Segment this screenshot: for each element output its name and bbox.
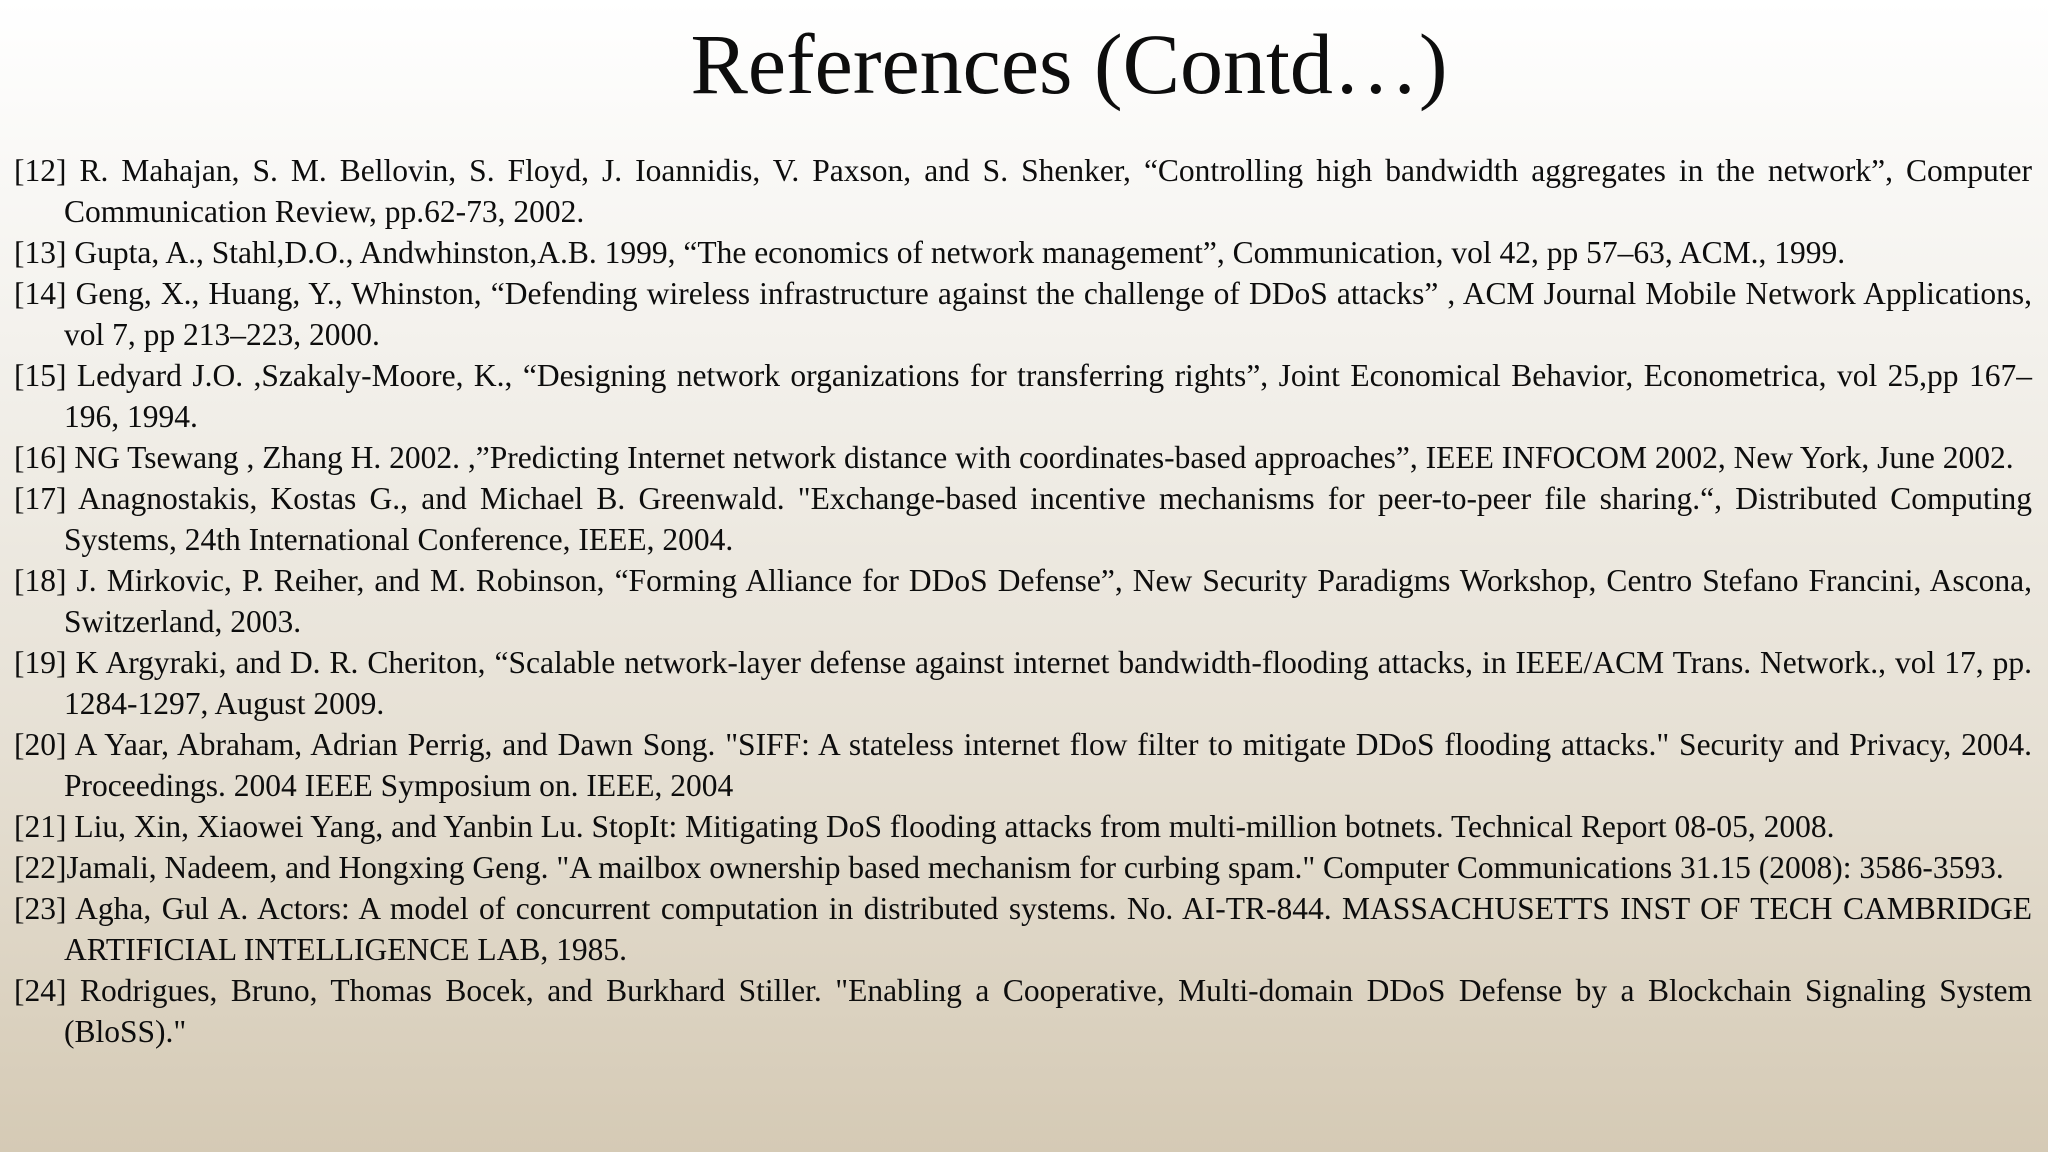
- reference-item-18: [18] J. Mirkovic, P. Reiher, and M. Robinson, “Forming Alliance for DDoS Defense”, New Security Paradigms Workshop, Centro Stefano Francini, Ascona, Switzerland, 2003.: [14, 563, 2032, 639]
- reference-item-23: [23] Agha, Gul A. Actors: A model of concurrent computation in distributed systems. No. AI-TR-844. MASSACHUSETTS INST OF TECH CAMBRIDGE ARTIFICIAL INTELLIGENCE LAB, 1985.: [14, 891, 2032, 967]
- reference-list: [14, 150, 2032, 1052]
- reference-item-12: [12] R. Mahajan, S. M. Bellovin, S. Floyd, J. Ioannidis, V. Paxson, and S. Shenker, “Controlling high bandwidth aggregates in the network”, Computer Communication Review, pp.62-73, 2002.: [14, 153, 2032, 229]
- reference-item-17: [17] Anagnostakis, Kostas G., and Michael B. Greenwald. "Exchange-based incentive mechanisms for peer-to-peer file sharing.“, Distributed Computing Systems, 24th International Conference, IEEE, 2004.: [14, 481, 2032, 557]
- reference-item-24: [24] Rodrigues, Bruno, Thomas Bocek, and Burkhard Stiller. "Enabling a Cooperative, Multi-domain DDoS Defense by a Blockchain Signaling System (BloSS).": [14, 973, 2032, 1049]
- reference-item-15: [15] Ledyard J.O. ,Szakaly-Moore, K., “Designing network organizations for transferring rights”, Joint Economical Behavior, Econometrica, vol 25,pp 167–196, 1994.: [14, 358, 2032, 434]
- reference-item-22: [22]Jamali, Nadeem, and Hongxing Geng. "A mailbox ownership based mechanism for curbing spam." Computer Communications 31.15 (2008): 3586-3593.: [14, 850, 2004, 885]
- reference-item-13: [13] Gupta, A., Stahl,D.O., Andwhinston,A.B. 1999, “The economics of network management”, Communication, vol 42, pp 57–63, ACM., 1999.: [14, 235, 1846, 270]
- slide-title: References (Contd…): [690, 16, 1448, 112]
- reference-item-21: [21] Liu, Xin, Xiaowei Yang, and Yanbin Lu. StopIt: Mitigating DoS flooding attacks from multi-million botnets. Technical Report 08-05, 2008.: [14, 809, 1835, 844]
- reference-item-14: [14] Geng, X., Huang, Y., Whinston, “Defending wireless infrastructure against the challenge of DDoS attacks” , ACM Journal Mobile Network Applications, vol 7, pp 213–223, 2000.: [14, 276, 2032, 352]
- reference-item-16: [16] NG Tsewang , Zhang H. 2002. ,”Predicting Internet network distance with coordinates-based approaches”, IEEE INFOCOM 2002, New York, June 2002.: [14, 440, 2014, 475]
- reference-item-20: [20] A Yaar, Abraham, Adrian Perrig, and Dawn Song. "SIFF: A stateless internet flow filter to mitigate DDoS flooding attacks." Security and Privacy, 2004. Proceedings. 2004 IEEE Symposium on. IEEE, 2004: [14, 727, 2032, 803]
- reference-item-19: [19] K Argyraki, and D. R. Cheriton, “Scalable network-layer defense against internet bandwidth-flooding attacks, in IEEE/ACM Trans. Network., vol 17, pp. 1284-1297, August 2009.: [14, 645, 2032, 721]
